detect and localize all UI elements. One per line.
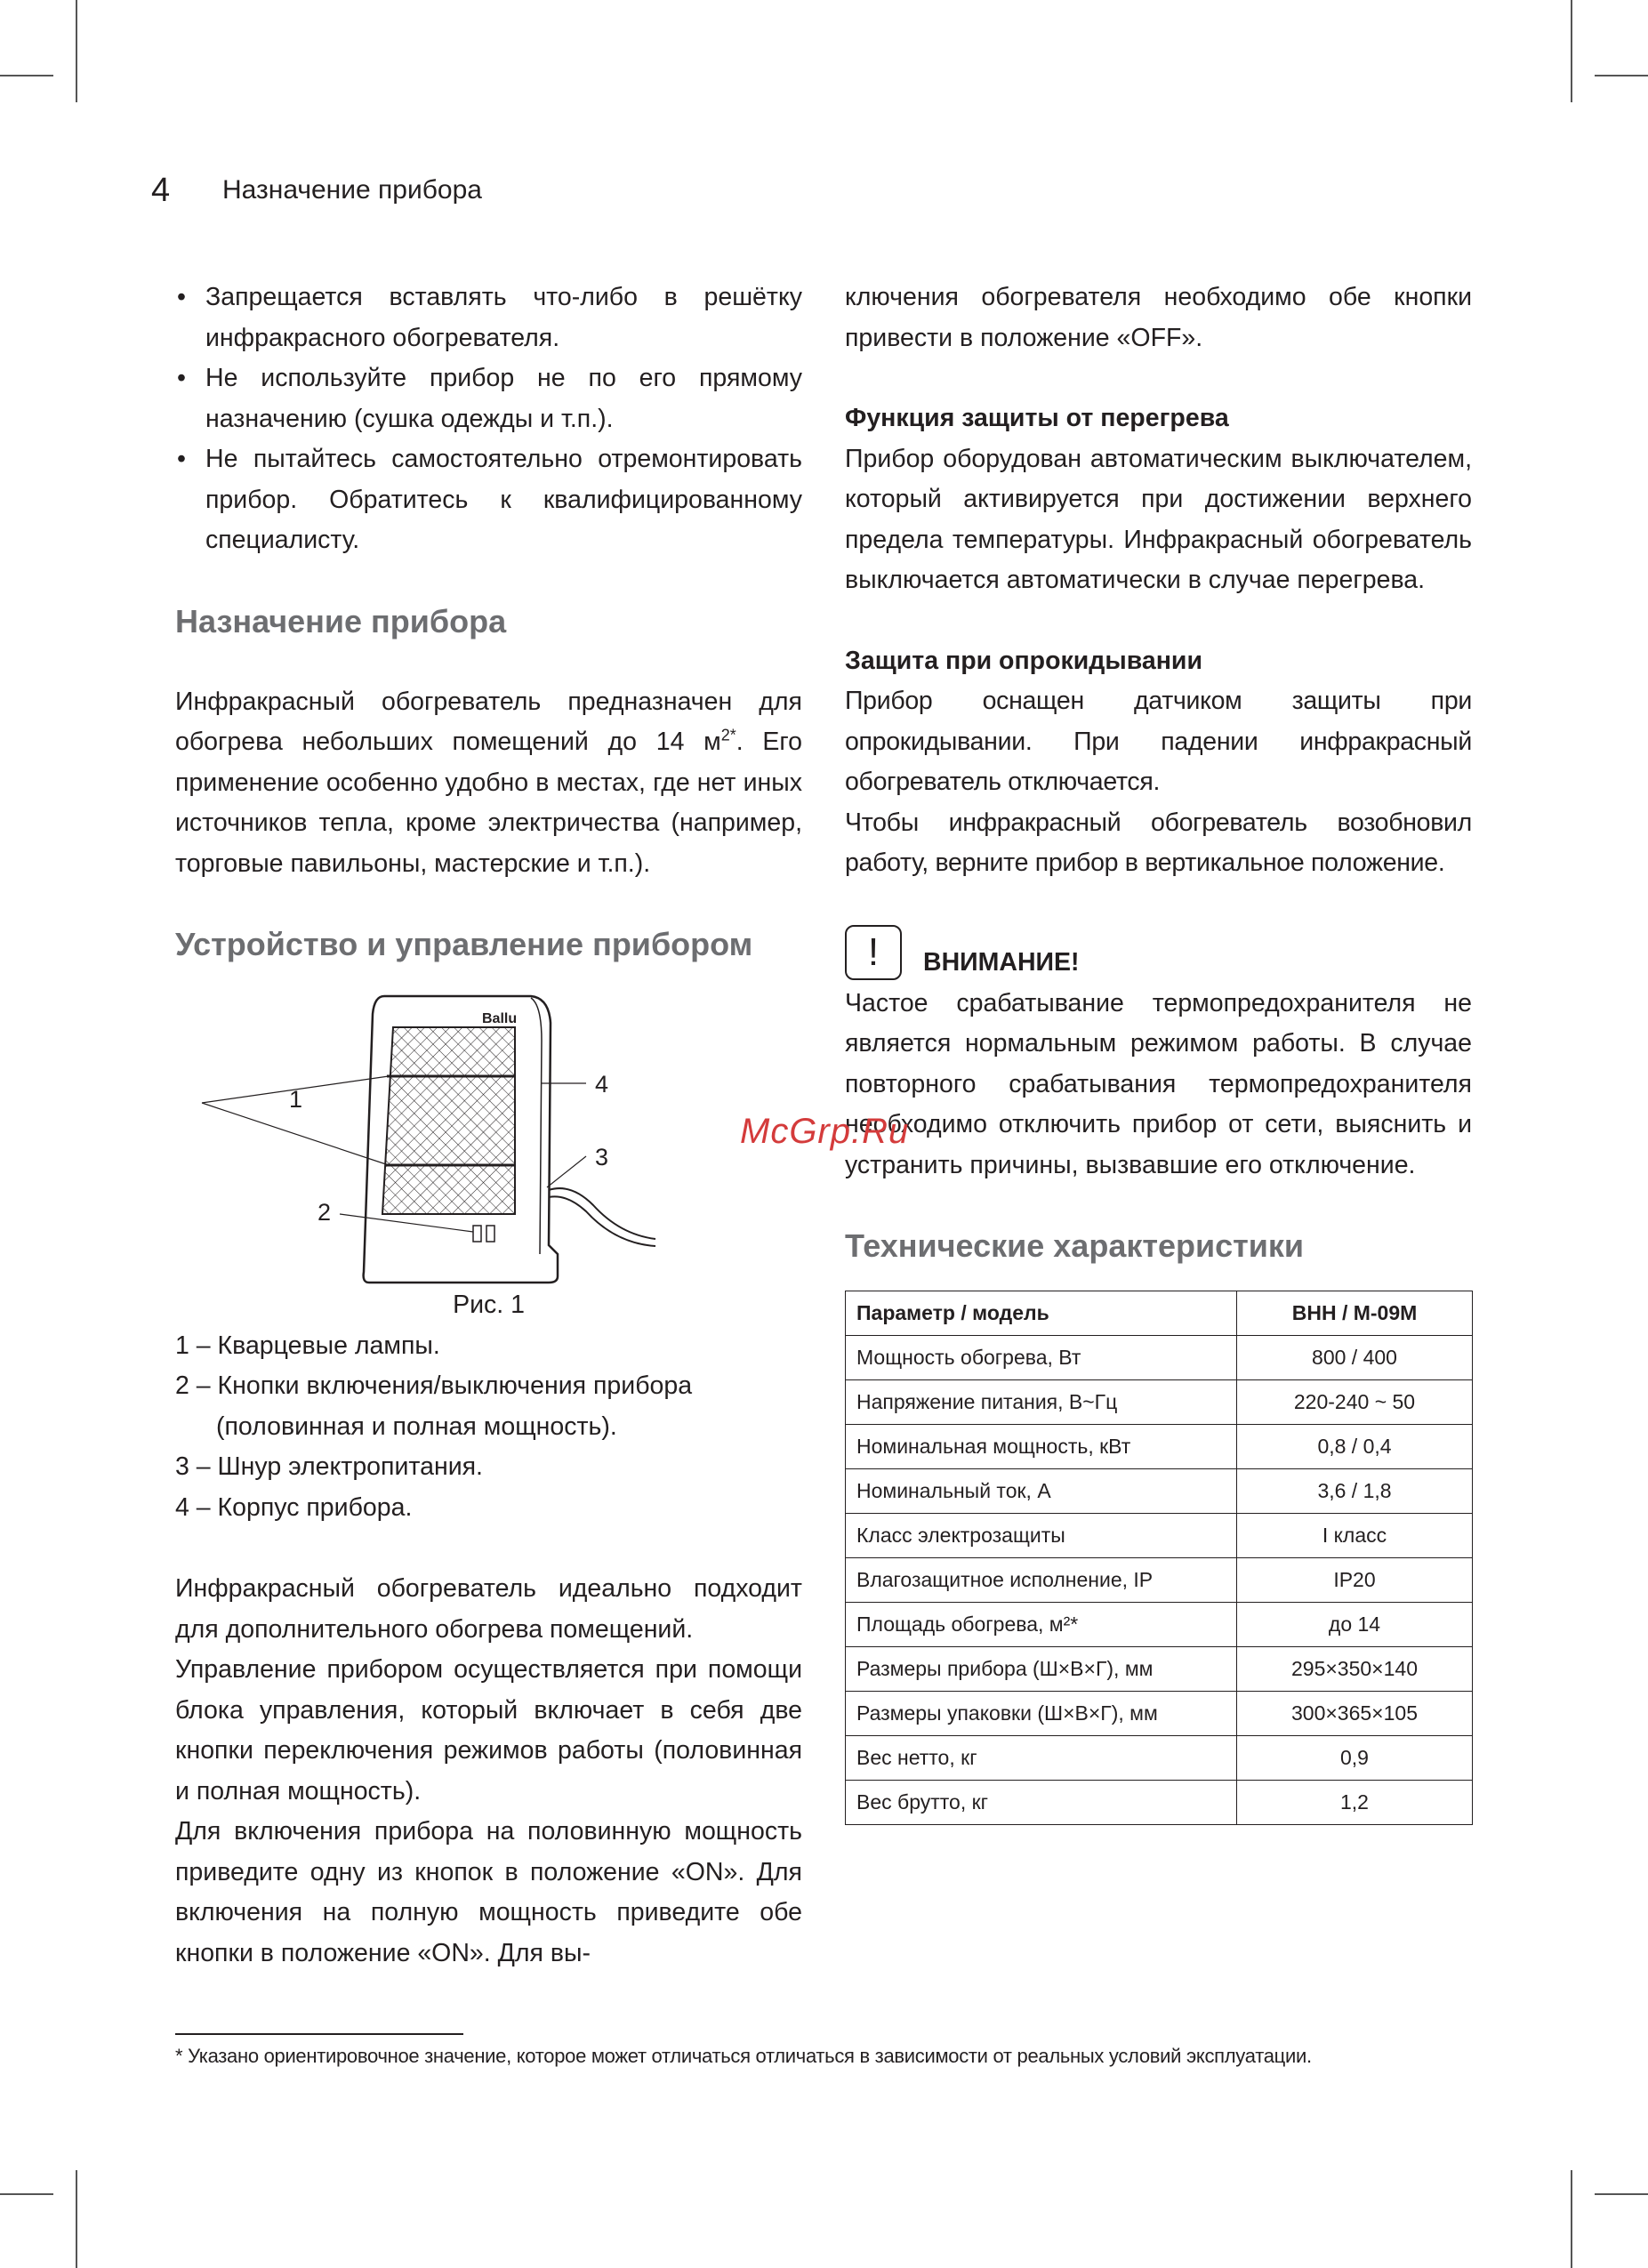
footnote-divider <box>175 2033 463 2035</box>
table-cell-value: 300×365×105 <box>1237 1692 1473 1736</box>
warning-title: ВНИМАНИЕ! <box>923 947 1080 977</box>
subheading-overheat: Функция защиты от перегрева <box>845 404 1229 432</box>
table-cell-value: I класс <box>1237 1514 1473 1558</box>
purpose-paragraph <box>175 682 802 885</box>
footnote: * Указано ориентировочное значение, которое может отличаться отличаться в зависимости от реальных условий эксплуатации. <box>175 2045 1312 2067</box>
crop-mark <box>76 0 77 102</box>
table-row <box>846 1603 1473 1647</box>
table-header-cell: Параметр / модель <box>846 1291 1237 1336</box>
table-row <box>846 1781 1473 1825</box>
table-cell-param: Вес нетто, кг <box>846 1736 1237 1781</box>
table-row <box>846 1647 1473 1692</box>
paragraph: Инфракрасный обогреватель идеально подходит для дополнительного обогрева помещений. <box>175 1574 802 1644</box>
figure-legend <box>175 1326 802 1529</box>
table-cell-param: Мощность обогрева, Вт <box>846 1336 1237 1380</box>
tip-over-paragraph: Чтобы инфракрасный обогреватель возобновил работу, верните прибор в вертикальное положение. <box>845 808 1472 877</box>
purpose-superscript: 2* <box>720 726 736 744</box>
switch-button <box>473 1226 481 1242</box>
bullet-item <box>175 277 802 358</box>
table-cell-value: 800 / 400 <box>1237 1336 1473 1380</box>
warning-block <box>845 925 1472 980</box>
table-cell-value: до 14 <box>1237 1603 1473 1647</box>
warning-paragraph: Частое срабатывание термопредохранителя не является нормальным режимом работы. В случае повторного срабатывания термопредохранителя необходимо отключить прибор от сети, выяснить и устранить причины, вызвавшие его отключение. <box>845 988 1472 1179</box>
power-cord <box>549 1188 655 1239</box>
bullet-text: Не пытайтесь самостоятельно отремонтировать прибор. Обратитесь к квалифицированному специалисту. <box>205 445 802 554</box>
bullet-dot: • <box>177 283 186 311</box>
crop-mark <box>1595 2193 1648 2195</box>
bullet-item <box>175 358 802 439</box>
callout-3: 3 <box>595 1144 609 1170</box>
figure-caption: Рис. 1 <box>453 1291 525 1319</box>
table-header-row <box>846 1291 1473 1336</box>
legend-item: 1 – Кварцевые лампы. <box>175 1331 440 1360</box>
purpose-text-1: Инфракрасный обогреватель предназначен для обогрева небольших помещений до 14 м <box>175 687 802 756</box>
table-cell-value: 1,2 <box>1237 1781 1473 1825</box>
table-cell-value: 3,6 / 1,8 <box>1237 1469 1473 1514</box>
table-cell-param: Влагозащитное исполнение, IP <box>846 1558 1237 1603</box>
table-cell-param: Номинальный ток, А <box>846 1469 1237 1514</box>
heater-figure <box>175 987 798 1290</box>
left-column-bottom <box>175 1285 802 1974</box>
paragraph: Для включения прибора на половинную мощность приведите одну из кнопок в положение «ON». Для включения на полную мощность приведите обе кнопки в положение «ON». Для вы- <box>175 1817 802 1967</box>
running-header-title: Назначение прибора <box>222 175 482 205</box>
section-heading-device: Устройство и управление прибором <box>175 926 753 962</box>
table-cell-param: Напряжение питания, В~Гц <box>846 1380 1237 1425</box>
callout-1: 1 <box>289 1086 303 1113</box>
table-cell-param: Площадь обогрева, м²* <box>846 1603 1237 1647</box>
right-column <box>845 277 1472 1825</box>
table-cell-value: 0,8 / 0,4 <box>1237 1425 1473 1469</box>
watermark: McGrp.Ru <box>740 1112 910 1151</box>
crop-mark <box>1595 75 1648 76</box>
specs-table <box>845 1291 1473 1825</box>
callout-4: 4 <box>595 1071 609 1098</box>
heater-grille <box>382 1027 515 1214</box>
switch-button <box>486 1226 494 1242</box>
callout-2: 2 <box>318 1199 332 1226</box>
table-cell-value: IP20 <box>1237 1558 1473 1603</box>
section-heading-specs: Технические характеристики <box>845 1227 1305 1264</box>
table-row <box>846 1736 1473 1781</box>
page-number: 4 <box>151 172 171 209</box>
legend-item-continued: (половинная и полная мощность). <box>216 1411 617 1441</box>
crop-mark <box>76 2170 77 2268</box>
warning-icon: ! <box>845 925 902 980</box>
table-row <box>846 1692 1473 1736</box>
brand-logo: Ballu <box>482 1011 518 1026</box>
crop-mark <box>1571 0 1572 102</box>
section-heading-purpose: Назначение прибора <box>175 602 507 639</box>
power-cord <box>549 1196 655 1246</box>
paragraph: Управление прибором осуществляется при помощи блока управления, который включает в себя две кнопки переключения режимов работы (половинная и полная мощность). <box>175 1655 802 1806</box>
table-row <box>846 1380 1473 1425</box>
bullet-dot: • <box>177 364 186 392</box>
overheat-paragraph: Прибор оборудован автоматическим выключателем, который активируется при достижении верхнего предела температуры. Инфракрасный обогреватель выключается автоматически в случае перегрева. <box>845 444 1472 594</box>
legend-item: 4 – Корпус прибора. <box>175 1492 413 1522</box>
crop-mark <box>1571 2170 1572 2268</box>
bullet-dot: • <box>177 445 186 473</box>
legend-item: 2 – Кнопки включения/выключения прибора <box>175 1371 693 1400</box>
table-cell-param: Вес брутто, кг <box>846 1781 1237 1825</box>
table-row <box>846 1336 1473 1380</box>
bullet-item <box>175 439 802 561</box>
table-cell-param: Размеры прибора (Ш×В×Г), мм <box>846 1647 1237 1692</box>
tip-over-paragraph: Прибор оснащен датчиком защиты при опрокидывании. При падении инфракрасный обогреватель отключается. <box>845 687 1472 796</box>
bullet-text: Запрещается вставлять что-либо в решётку инфракрасного обогревателя. <box>205 283 802 352</box>
table-cell-value: 0,9 <box>1237 1736 1473 1781</box>
bullet-text: Не используйте прибор не по его прямому назначению (сушка одежды и т.п.). <box>205 364 802 433</box>
table-cell-param: Класс электрозащиты <box>846 1514 1237 1558</box>
table-row <box>846 1558 1473 1603</box>
crop-mark <box>0 75 53 76</box>
table-header-cell: BHH / M-09M <box>1237 1291 1473 1336</box>
crop-mark <box>0 2193 53 2195</box>
table-row <box>846 1514 1473 1558</box>
table-cell-value: 295×350×140 <box>1237 1647 1473 1692</box>
paragraph-continuation: ключения обогревателя необходимо обе кнопки привести в положение «OFF». <box>845 283 1472 352</box>
table-cell-param: Размеры упаковки (Ш×В×Г), мм <box>846 1692 1237 1736</box>
table-row <box>846 1469 1473 1514</box>
table-cell-param: Номинальная мощность, кВт <box>846 1425 1237 1469</box>
left-column-top <box>175 277 802 964</box>
purpose-text-2: . Его применение особенно удобно в местах, где нет иных источников тепла, кроме электричества (например, торговые павильоны, мастерские и т.п.). <box>175 728 802 878</box>
subheading-tip-over: Защита при опрокидывании <box>845 646 1202 675</box>
table-cell-value: 220-240 ~ 50 <box>1237 1380 1473 1425</box>
legend-item: 3 – Шнур электропитания. <box>175 1452 483 1481</box>
table-row <box>846 1425 1473 1469</box>
